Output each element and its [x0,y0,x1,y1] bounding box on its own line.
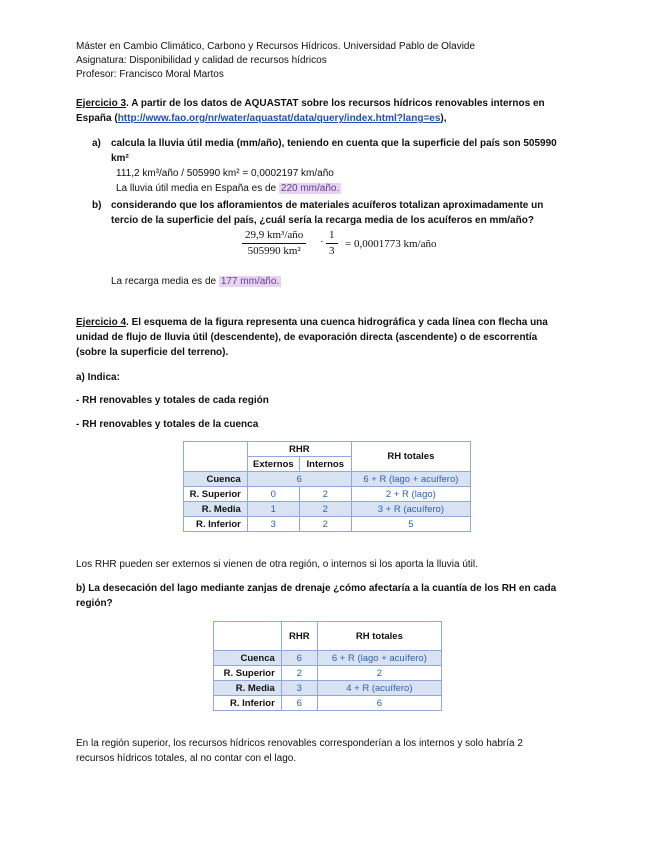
table2-cell-rhr: 3 [281,681,317,696]
ex3-intro-b2: ), [440,113,447,124]
aquastat-link[interactable]: http://www.fao.org/nr/water/aquastat/data/query/index.html?lang=es [117,113,441,124]
table2-cell-totales: 4 + R (acuífero) [317,681,441,696]
table1-row-name: Cuenca [184,472,248,487]
table-row [184,487,471,502]
formula-fraction-1 [242,229,306,258]
table1-row-name: R. Superior [184,487,248,502]
table1-cell-internos: 2 [299,502,351,517]
header-professor: Profesor: Francisco Moral Martos [76,69,224,80]
ex3-b-marker: b) [92,200,102,211]
ex3-intro-line2 [76,112,447,125]
ex3-b-result-value: 177 mm/año. [220,276,280,287]
ex3-a-text2: km² [111,153,129,164]
ex3-a-marker: a) [92,138,101,149]
ex3-b-text1: considerando que los afloramientos de materiales acuíferos totalizan aproximadamente un [111,200,544,211]
ex3-b-text2: tercio de la superficie del país, ¿cuál sería la recarga media de los acuíferos en mm/año? [111,215,534,226]
table1-cell-totales: 5 [351,517,470,532]
table2-row-name: R. Media [214,681,282,696]
table1-header-row [184,442,471,457]
formula-fraction-2 [326,229,338,258]
ex4-rhr-note: Los RHR pueden ser externos si vienen de otra región, o internos si los aporta la lluvia útil. [76,559,478,570]
table1-cell-merged: 6 [247,472,351,487]
ex3-intro-b1: España ( [76,113,118,124]
table-row [214,666,442,681]
table1-header-internos: Internos [299,457,351,472]
ex3-b-result-pre: La recarga media es de [111,276,219,287]
table1-row-name: R. Inferior [184,517,248,532]
table2-cell-rhr: 2 [281,666,317,681]
ex4-bullet-basin: - RH renovables y totales de la cuenca [76,419,259,430]
table2-cell-rhr: 6 [281,696,317,711]
ex4-conclusion-line2: recursos hídricos totales, al no contar con el lago. [76,753,297,764]
table2-cell-totales: 6 + R (lago + acuífero) [317,651,441,666]
ex4-intro-line3: (sobre la superficie del terreno). [76,347,229,358]
table2-cell-rhr: 6 [281,651,317,666]
table2-row-name: R. Superior [214,666,282,681]
formula-frac2-numerator: 1 [326,229,338,244]
formula-frac2-denominator: 3 [329,245,335,257]
table1-cell-internos: 2 [299,487,351,502]
formula-frac1-numerator: 29,9 km³/año [242,229,306,244]
table2-corner-cell [214,622,282,651]
table-row [184,517,471,532]
ex4-label: Ejercicio 4 [76,317,127,328]
ex4-intro-line2: unidad de flujo de lluvia útil (descendente), de evaporación directa (ascendente) o de escorrentía [76,332,538,343]
table1-cell-internos: 2 [299,517,351,532]
table1-row-name: R. Media [184,502,248,517]
ex3-intro-a: . A partir de los datos de AQUASTAT sobre los recursos hídricos renovables internos en [126,98,545,109]
table1-header-rhr: RHR [247,442,351,457]
table1-cell-externos: 1 [247,502,299,517]
table2-row-name: R. Inferior [214,696,282,711]
ex3-a-result [116,182,341,195]
table2-header-rhr: RHR [281,622,317,651]
table-row [184,502,471,517]
table1-cell-totales: 2 + R (lago) [351,487,470,502]
header-course: Máster en Cambio Climático, Carbono y Recursos Hídricos. Universidad Pablo de Olavide [76,41,476,52]
table2-row-name: Cuenca [214,651,282,666]
ex4-intro1: . El esquema de la figura representa una cuenca hidrográfica y cada línea con flecha una [126,317,548,328]
table-row [214,681,442,696]
formula-result: = 0,0001773 km/año [345,238,437,250]
formula-frac1-denominator: 505990 km² [247,245,301,257]
table2-cell-totales: 6 [317,696,441,711]
rh-table-2 [213,621,442,711]
table1-cell-externos: 3 [247,517,299,532]
formula-dot: · [320,236,324,248]
table-row [184,472,471,487]
table2-header-totales: RH totales [317,622,441,651]
ex3-a-calc: 111,2 km³/año / 505990 km² = 0,0002197 km/año [116,168,334,179]
ex4-intro-line1 [76,316,548,329]
ex4-b-question-line1: b) La desecación del lago mediante zanjas de drenaje ¿cómo afectaría a la cuantía de los RH en cada [76,583,557,594]
header-subject: Asignatura: Disponibilidad y calidad de recursos hídricos [76,55,327,66]
ex3-a-result-pre: La lluvia útil media en España es de [116,183,279,194]
table2-cell-totales: 2 [317,666,441,681]
ex4-a-indica: a) Indica: [76,372,120,383]
ex4-bullet-regions: - RH renovables y totales de cada región [76,395,269,406]
table1-cell-totales: 6 + R (lago + acuífero) [351,472,470,487]
table-row [214,651,442,666]
ex4-b-question-line2: región? [76,598,113,609]
table1-cell-externos: 0 [247,487,299,502]
table1-corner-cell [184,442,248,472]
rh-table-1 [183,441,471,532]
table1-cell-totales: 3 + R (acuífero) [351,502,470,517]
ex3-label: Ejercicio 3 [76,98,127,109]
table1-header-totales: RH totales [351,442,470,472]
table2-header-row [214,622,442,651]
table1-header-externos: Externos [247,457,299,472]
table-row [214,696,442,711]
ex4-conclusion-line1: En la región superior, los recursos hídricos renovables corresponderían a los internos y solo habría 2 [76,738,523,749]
ex3-a-result-value: 220 mm/año. [280,183,340,194]
ex3-a-text1: calcula la lluvia útil media (mm/año), teniendo en cuenta que la superficie del país son 505990 [111,138,557,149]
ex3-intro-line1 [76,97,545,110]
ex3-b-result [111,275,281,288]
